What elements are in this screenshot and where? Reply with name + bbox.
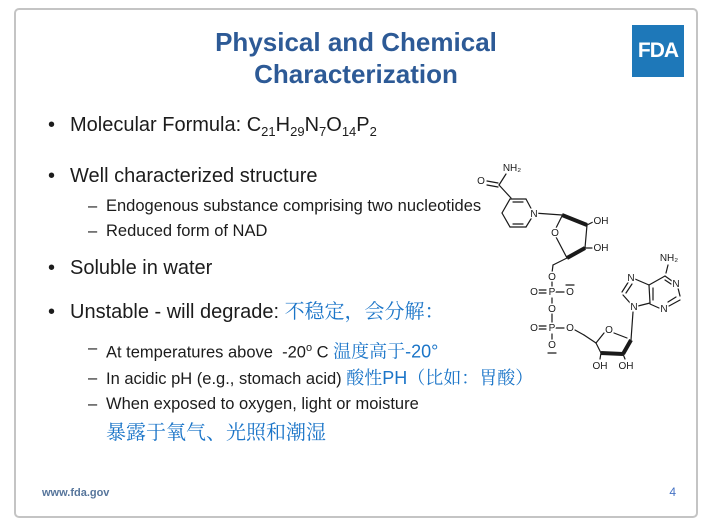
formula-sub-c: 21 xyxy=(261,124,276,139)
slide xyxy=(14,8,698,518)
molecular-formula-label: Molecular Formula: xyxy=(70,114,247,136)
atom-label-p2-o-down: O xyxy=(548,340,556,351)
unstable-label: Unstable - will degrade: xyxy=(70,301,285,323)
temperature-label: At temperatures above -20 xyxy=(106,343,306,362)
bullet-icon: • xyxy=(48,301,56,323)
atom-label-p2: P xyxy=(548,323,556,334)
well-characterized-label: Well characterized structure xyxy=(70,165,318,187)
atom-label-oh-3: OH xyxy=(592,361,608,372)
bullet-icon: • xyxy=(48,165,56,187)
bullet-icon: • xyxy=(48,257,56,279)
formula-sub-n: 7 xyxy=(319,124,327,139)
fda-logo xyxy=(632,25,684,77)
atom-label-adenine-nh2: NH₂ xyxy=(659,253,679,264)
atom-label-ribose1-o: O xyxy=(551,228,559,239)
formula-sub-p: 2 xyxy=(369,124,377,139)
atom-label-amide-nh2: NH₂ xyxy=(502,163,522,174)
formula-el-p: P xyxy=(356,114,370,136)
atom-label-p1-o-left: O xyxy=(530,287,538,298)
atom-label-p1: P xyxy=(548,287,556,298)
dash-icon: – xyxy=(88,394,98,413)
reduced-nad-label: Reduced form of NAD xyxy=(106,222,268,240)
dash-icon: – xyxy=(88,339,98,357)
atom-label-n3: N xyxy=(660,304,668,315)
dash-icon: – xyxy=(88,197,98,215)
atom-label-oh-2: OH xyxy=(593,243,609,254)
bullet-icon: • xyxy=(48,114,56,136)
atom-label-ring-n: N xyxy=(530,209,538,220)
atom-label-ribose2-o: O xyxy=(605,325,613,336)
acidic-ph-label-zh: 酸性PH（比如：胃酸） xyxy=(346,367,534,388)
fda-logo-text: FDA xyxy=(637,39,679,62)
atom-label-n1: N xyxy=(672,279,680,290)
atom-label-n9: N xyxy=(630,302,638,313)
dash-icon: – xyxy=(88,368,98,387)
soluble-label: Soluble in water xyxy=(70,257,213,279)
bullet-molecular-formula xyxy=(36,112,636,145)
formula-sub-h: 29 xyxy=(290,124,305,139)
dash-icon: – xyxy=(88,222,98,240)
atom-label-amide-o: O xyxy=(477,176,485,187)
formula-sub-o: 14 xyxy=(341,124,357,139)
page-number: 4 xyxy=(669,485,676,499)
formula-el-c: C xyxy=(246,114,262,136)
formula-el-o: O xyxy=(326,114,342,136)
chemical-structure-nadh xyxy=(454,142,698,377)
sub-bullet-oxygen-light xyxy=(36,392,636,417)
atom-label-oh-4: OH xyxy=(618,361,634,372)
formula-el-n: N xyxy=(304,114,320,136)
oxygen-light-label: When exposed to oxygen, light or moisture xyxy=(106,394,419,413)
formula-el-h: H xyxy=(275,114,291,136)
endogenous-label: Endogenous substance comprising two nucleotides xyxy=(106,197,482,215)
title-line-2: Characterization xyxy=(254,59,458,89)
atom-label-bridge-o: O xyxy=(548,304,556,315)
unstable-label-zh: 不稳定，会分解： xyxy=(284,301,445,323)
oxygen-light-label-zh: 暴露于氧气、光照和潮湿 xyxy=(106,421,326,444)
page-title xyxy=(16,26,696,90)
atom-label-n7: N xyxy=(627,273,635,284)
degree-sup: o xyxy=(305,342,313,354)
sub-bullet-endogenous xyxy=(36,194,516,219)
footer-url: www.fda.gov xyxy=(42,487,110,499)
temperature-label-zh: 温度高于-20° xyxy=(333,341,439,362)
atom-label-o5: O xyxy=(548,272,556,283)
title-line-1: Physical and Chemical xyxy=(215,27,497,57)
acidic-ph-label: In acidic pH (e.g., stomach acid) xyxy=(106,369,347,388)
atom-label-oh-1: OH xyxy=(593,216,609,227)
atom-label-p2-o-left: O xyxy=(530,323,538,334)
atom-label-p1-o-right: O xyxy=(566,287,574,298)
temperature-unit: C xyxy=(312,343,334,362)
atom-label-p2-o-right: O xyxy=(566,323,574,334)
